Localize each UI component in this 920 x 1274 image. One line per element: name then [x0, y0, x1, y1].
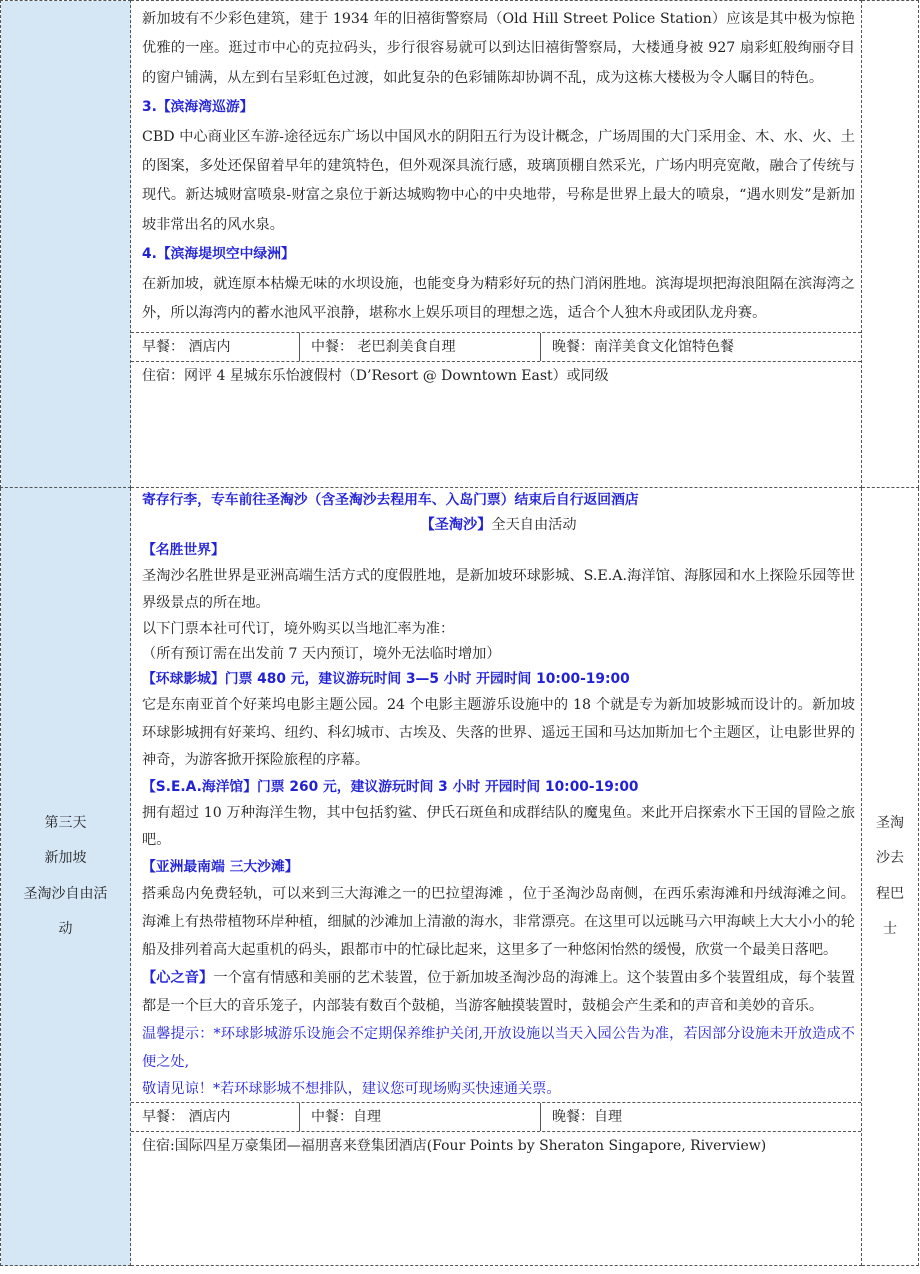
- day3-transport-cell: [862, 488, 919, 1266]
- beaches-title: 【亚洲最南端 三大沙滩】: [142, 858, 299, 875]
- day2-lunch: 中餐： 老巴刹美食自理: [300, 333, 541, 361]
- day2-row: [1, 1, 919, 488]
- mingsheng-title: 【名胜世界】: [142, 542, 225, 558]
- day3-lunch: 中餐：自理: [300, 1103, 541, 1131]
- day2-breakfast: 早餐： 酒店内: [131, 333, 300, 361]
- sea-aquarium-paragraph: 拥有超过 10 万种海洋生物，其中包括豹鲨、伊氏石斑鱼和成群结队的魔鬼鱼。来此开启探索水下王国的冒险之旅吧。: [142, 804, 855, 848]
- day2-content-cell: [131, 1, 862, 488]
- section3-title: 3.【滨海湾巡游】: [142, 99, 254, 116]
- sentosa-label: 【圣淘沙】: [420, 517, 492, 533]
- day3-label-line1: 第三天: [44, 814, 87, 831]
- day2-meals-row: [131, 332, 861, 362]
- day3-headline: 寄存行李，专车前往圣淘沙（含圣淘沙去程用车、入岛门票）结束后自行返回酒店: [142, 492, 639, 508]
- bus-line2: 沙去: [876, 850, 904, 866]
- bus-line4: 士: [883, 921, 897, 937]
- day2-hotel: 住宿：网评 4 星城东乐怡渡假村（D’Resort @ Downtown East）或同级: [142, 368, 609, 385]
- warm-tip: 温馨提示：*环球影城游乐设施会不定期保养维护关闭,开放设施以当天入园公告为准，若因部分设施未开放造成不便之处,: [142, 1025, 855, 1070]
- sea-aquarium-title: 【S.E.A.海洋馆】门票 260 元，建议游玩时间 3 小时 开园时间 10:00-19:00: [142, 778, 639, 795]
- day2-dinner: 晚餐：南洋美食文化馆特色餐: [552, 339, 734, 356]
- heart-of-sound-paragraph: [131, 964, 861, 1020]
- day3-dinner: 晚餐：自理: [552, 1108, 622, 1125]
- day3-meals-row: [131, 1102, 861, 1132]
- day3-label-line4: 动: [58, 921, 73, 937]
- ticket-note-2: （所有预订需在出发前 7 天内预订，境外无法临时增加）: [142, 646, 501, 662]
- day3-breakfast: 早餐： 酒店内: [131, 1103, 300, 1131]
- mingsheng-paragraph: 圣淘沙名胜世界是亚洲高端生活方式的度假胜地，是新加坡环球影城、S.E.A.海洋馆、海豚园和水上探险乐园等世界级景点的所在地。: [142, 568, 855, 611]
- day3-subhead: [131, 513, 861, 538]
- day3-content-cell: [131, 488, 862, 1266]
- day3-label-line2: 新加坡: [44, 850, 87, 866]
- sentosa-free-activity: 全天自由活动: [491, 517, 577, 533]
- intro-paragraph: 新加坡有不少彩色建筑，建于 1934 年的旧禧街警察局（Old Hill Street Police Station）应该是其中极为惊艳优雅的一座。逛过市中心的克拉码头，步行很容易就可以到达旧禧街警察局，大楼通身被 927 扇彩虹般绚丽夺目的窗户铺满，从左到右呈彩虹色过渡，如此复杂的色彩铺陈却协调不乱，成为这栋大楼极为令人瞩目的特色。: [142, 11, 855, 86]
- heart-of-sound-title: 【心之音】: [142, 969, 214, 986]
- day3-day-cell: [1, 488, 131, 1266]
- day3-label-line3: 圣淘沙自由活: [23, 885, 108, 902]
- day2-transport-cell: [862, 1, 919, 488]
- beaches-paragraph: 搭乘岛内免费轻轨，可以来到三大海滩之一的巴拉望海滩 ，位于圣淘沙岛南侧，在西乐索海滩和丹绒海滩之间。海滩上有热带植物环岸种植，细腻的沙滩加上清澈的海水，非常漂亮。在这里可以远眺马六甲海峡上大大小小的轮船及排列着高大起重机的码头，跟都市中的忙碌比起来，这里多了一种悠闲怡然的缓慢，欣赏一个最美日落吧。: [142, 885, 855, 958]
- day2-day-cell: [1, 1, 131, 488]
- heart-of-sound-text: 一个富有情感和美丽的艺术装置，位于新加坡圣淘沙岛的海滩上。这个装置由多个装置组成，每个装置都是一个巨大的音乐笼子，内部装有数百个鼓槌，当游客触摸装置时，鼓槌会产生柔和的声音和美妙的音乐。: [142, 969, 855, 1014]
- section3-paragraph: CBD 中心商业区车游-途径远东广场以中国风水的阴阳五行为设计概念，广场周围的大门采用金、木、水、火、土的图案，多处还保留着早年的建筑特色，但外观深具流行感，玻璃顶棚自然采光，广场内明亮宽敞，融合了传统与现代。新达城财富喷泉-财富之泉位于新达城购物中心的中央地带，号称是世界上最大的喷泉，“遇水则发”是新加坡非常出名的风水泉。: [142, 128, 855, 233]
- day3-row: [1, 488, 919, 1266]
- bus-line3: 程巴: [876, 885, 904, 902]
- section4-paragraph: 在新加坡，就连原本枯燥无味的水坝设施，也能变身为精彩好玩的热门消闲胜地。滨海堤坝把海浪阻隔在滨海湾之外，所以海湾内的蓄水池风平浪静，堪称水上娱乐项目的理想之选，适合个人独木舟或团队龙舟赛。: [142, 275, 855, 322]
- ticket-note: 以下门票本社可代订，境外购买以当地汇率为准：: [142, 621, 455, 637]
- bus-line1: 圣淘: [876, 814, 904, 831]
- day3-hotel: 住宿:国际四星万豪集团—福朋喜来登集团酒店(Four Points by Sheraton Singapore, Riverview): [142, 1137, 767, 1154]
- uss-title: 【环球影城】门票 480 元，建议游玩时间 3—5 小时 开园时间 10:00-19:00: [142, 671, 630, 687]
- uss-paragraph: 它是东南亚首个好莱坞电影主题公园。24 个电影主题游乐设施中的 18 个就是专为新加坡影城而设计的。新加坡环球影城拥有好莱坞、纽约、科幻城市、古埃及、失落的世界、遥远王国和马达加斯加七个主题区，让电影世界的神奇，为游客掀开探险旅程的序幕。: [142, 697, 855, 768]
- warm-tip-2: 敬请见谅！*若环球影城不想排队，建议您可现场购买快速通关票。: [142, 1080, 561, 1097]
- section4-title: 4.【滨海堤坝空中绿洲】: [142, 246, 295, 263]
